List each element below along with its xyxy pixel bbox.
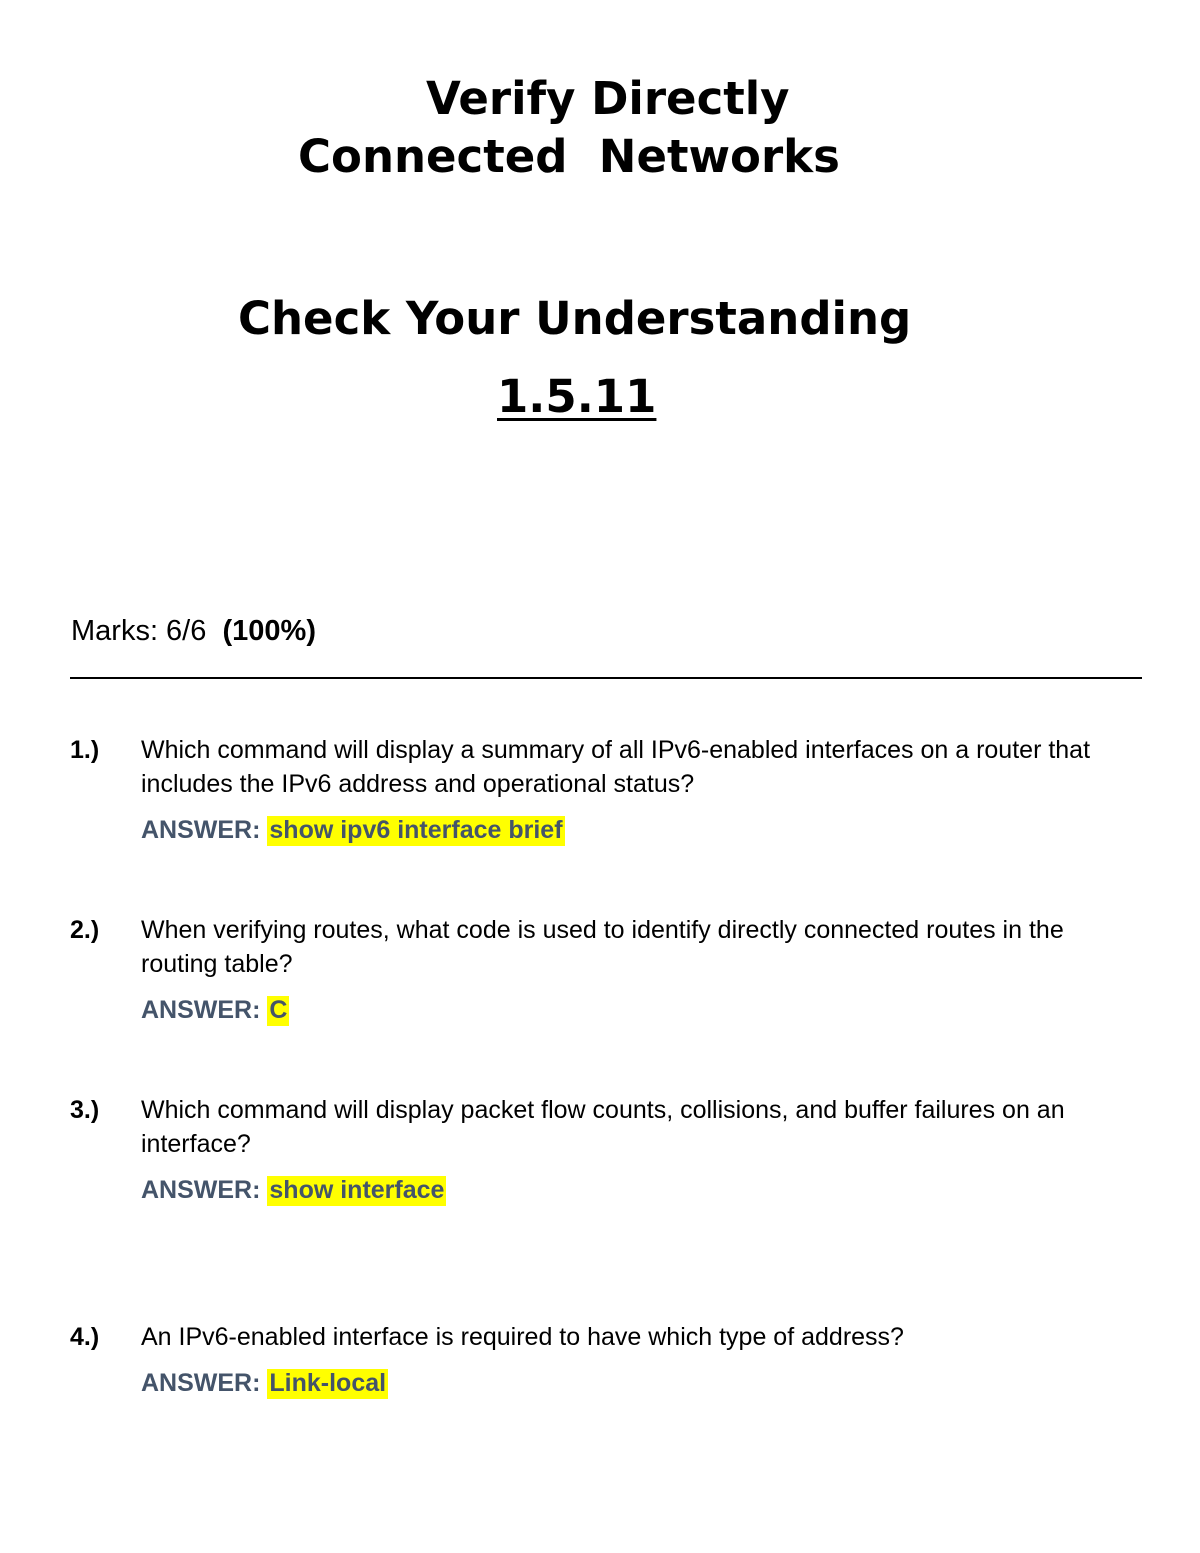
question-item	[70, 913, 1142, 1027]
answer-line	[141, 1366, 1142, 1400]
question-item	[70, 733, 1142, 847]
answer-line	[141, 1173, 1142, 1207]
title-line-1: Verify Directly	[426, 72, 790, 125]
answer-label: ANSWER:	[141, 996, 261, 1024]
question-item	[70, 1320, 1142, 1400]
question-number: 2.)	[70, 916, 100, 944]
subtitle: Check Your Understanding	[238, 292, 912, 345]
answer-value: show interface	[269, 1176, 445, 1204]
question-text: When verifying routes, what code is used to identify directly connected routes in the routing table?	[141, 916, 1064, 978]
question-text: Which command will display a summary of all IPv6-enabled interfaces on a router that includes the IPv6 address and operational status?	[141, 736, 1091, 798]
answer-value: C	[269, 996, 288, 1024]
question-number: 1.)	[70, 736, 100, 764]
question-text: An IPv6-enabled interface is required to have which type of address?	[141, 1323, 904, 1351]
divider-line	[70, 677, 1142, 679]
answer-label: ANSWER:	[141, 1369, 261, 1397]
question-item	[70, 1093, 1142, 1207]
answer-line	[141, 993, 1142, 1027]
answer-value: Link-local	[269, 1369, 387, 1397]
marks-summary	[71, 614, 316, 649]
question-number: 4.)	[70, 1323, 100, 1351]
answer-value: show ipv6 interface brief	[269, 816, 563, 844]
title-line-2: Connected Networks	[298, 130, 840, 183]
answer-label: ANSWER:	[141, 816, 261, 844]
question-number: 3.)	[70, 1096, 100, 1124]
marks-percentage: (100%)	[214, 615, 316, 647]
answer-line	[141, 813, 1142, 847]
marks-label: Marks: 6/6	[71, 615, 215, 647]
section-number: 1.5.11	[497, 370, 657, 423]
question-text: Which command will display packet flow counts, collisions, and buffer failures on an interface?	[141, 1096, 1065, 1158]
answer-label: ANSWER:	[141, 1176, 261, 1204]
